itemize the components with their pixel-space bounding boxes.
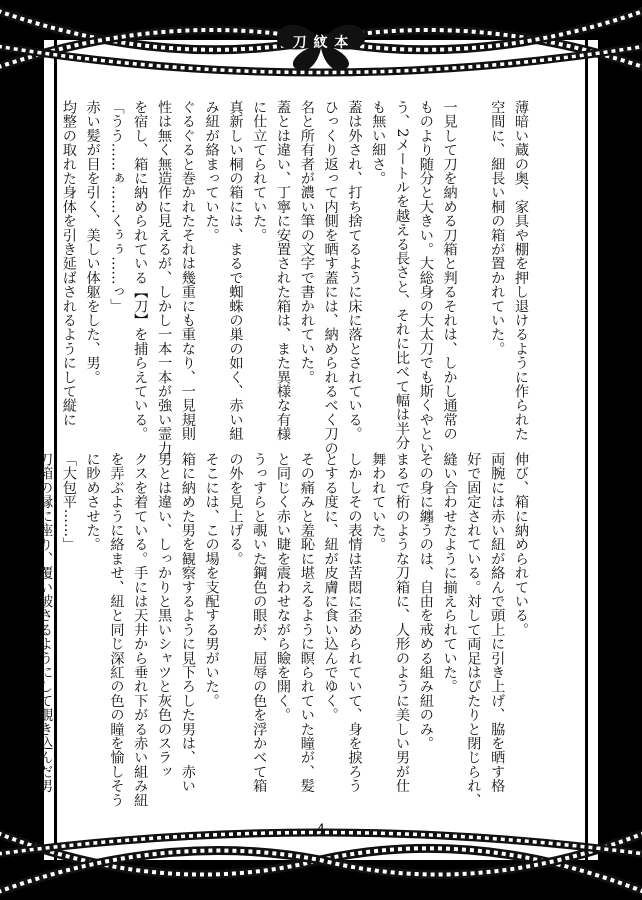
text-line: 舞われていた。 (370, 452, 387, 552)
text-line: 箱に納めた男を観察するように見下ろした男は、赤い (179, 452, 196, 793)
emblem-title: 刀 紋 本 (292, 35, 350, 51)
text-line: に眇めさせた。 (84, 452, 101, 552)
lower-text-block (37, 452, 532, 807)
text-line: 性は無く無造作に見えるが、しかし一本一本が強い霊力 (156, 100, 173, 455)
text-line: 蓋は外され、打ち捨てるように床に落とされている。 (346, 100, 363, 441)
text-line: うっすらと覗いた鋼色の眼が、屈辱の色を浮かべて箱 (251, 452, 268, 793)
text-line: とする度に、紐が皮膚に食い込んでゆく。 (322, 452, 339, 722)
text-line: クスを着ている。手には天井から垂れ下がる赤い組み紐 (132, 452, 149, 807)
text-line: 「うう……ぁ……くぅぅ……っ」 (108, 100, 125, 313)
text-line: 真新しい桐の箱には、まるで蜘蛛の巣の如く、赤い組 (227, 100, 244, 441)
text-line: に仕立てられていた。 (251, 100, 268, 242)
text-line: を宿し、箱に納められている【刀】を捕らえている。 (132, 100, 149, 441)
text-line: 蓋とは違い、丁寧に安置された箱は、また異様な有様 (275, 100, 292, 441)
text-line: まるで桁のような刀箱に、人形のように美しい男が仕 (394, 452, 411, 793)
text-line: しかしその表情は苦悶に歪められていて、身を捩ろう (346, 452, 363, 793)
text-line: 空間に、細長い桐の箱が置かれていた。 (489, 100, 506, 356)
text-line: ものより随分と大きい。大総身の大太刀でも斯くやとい (417, 100, 434, 455)
text-line: を弄ぶように絡ませ、紐と同じ深紅の色の瞳を愉しそう (108, 452, 125, 807)
text-line: う、2メートルを越える長さと、それに比べて幅は半分 (394, 100, 411, 450)
text-line: 男とは違い、しっかりと黒いシャツと灰色のスラッ (156, 452, 173, 779)
text-line: ひっくり返って内側を晒す蓋には、納められるべく刀の (322, 100, 339, 455)
text-line: 伸び、箱に納められている。 (513, 452, 529, 637)
text-line: そこには、この場を支配する男がいた。 (203, 452, 220, 708)
text-line: 好で固定されている。対して両足はぴたりと閉じられ、 (465, 452, 482, 807)
text-line: 名と所有者が濃い筆の文字で書かれていた。 (298, 100, 315, 384)
text-line: 薄暗い蔵の奥、家具や棚を押し退けるように作られた (513, 100, 529, 441)
text-line: ぐるぐると巻かれたそれは幾重にも重なり、一見規則 (179, 100, 196, 441)
text-line: 縫い合わせたように揃えられていた。 (441, 452, 458, 694)
text-line: 均整の取れた身体を引き延ばされるようにして縦に (60, 100, 77, 427)
text-line: の外を見上げる。 (227, 452, 244, 566)
upper-text-block (60, 100, 532, 455)
title-emblem (278, 22, 364, 62)
text-line: 一見して刀を納める刀箱と判るそれは、しかし通常の (441, 100, 458, 441)
text-line: 赤い髪が目を引く、美しい体躯をした、男。 (84, 100, 101, 384)
text-line: 両腕には赤い紐が絡んで頭上に引き上げ、脇を晒す格 (489, 452, 506, 793)
text-line: 「大包平……」 (60, 452, 77, 552)
text-line: み紐が絡まっていた。 (203, 100, 220, 242)
text-line: 刀箱の縁に座り、覆い被さるようにして覗き込んだ男 (37, 452, 54, 793)
text-line: その痛みと羞恥に堪えるように瞑られていた瞳が、髪 (298, 452, 315, 793)
text-line: も無い細さ。 (370, 100, 387, 186)
text-line: その身に纏うのは、自由を戒める組み紐のみ。 (417, 452, 434, 751)
page-number: 4 (316, 822, 326, 838)
text-line: と同じく赤い睫を震わせながら瞼を開く。 (275, 452, 292, 722)
text-line (461, 100, 485, 430)
